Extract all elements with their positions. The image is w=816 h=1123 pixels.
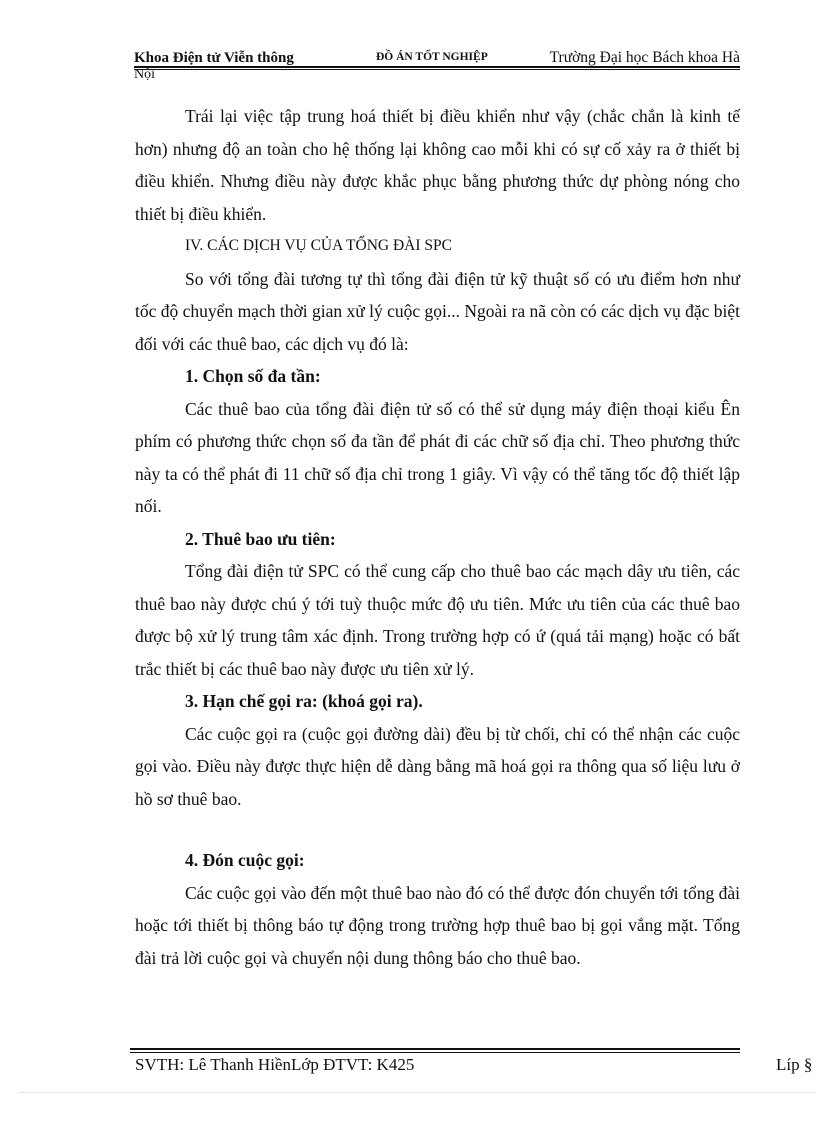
header-faculty: Khoa Điện tử Viễn thông (134, 50, 294, 66)
paragraph: Các cuộc gọi ra (cuộc gọi đường dài) đều bị từ chối, chỉ có thể nhận các cuộc gọi vào. Điều này được thực hiện dễ dàng bằng mã hoá gọi ra thông qua số liệu lưu ở hồ sơ thuê bao. (135, 723, 740, 809)
section-heading: IV. CÁC DỊCH VỤ CỦA TỔNG ĐÀI SPC (185, 237, 452, 254)
page-header (134, 48, 740, 82)
subheading-priority: 2. Thuê bao ưu tiên: (185, 528, 336, 549)
paragraph: Các cuộc gọi vào đến một thuê bao nào đó có thể được đón chuyển tới tổng đài hoặc tới thiết bị thông báo tự động trong trường hợp thuê bao bị gọi vắng mặt. Tổng đài trả lời cuộc gọi và chuyển nội dung thông báo cho thuê bao. (135, 882, 740, 968)
page-break-dots (20, 1092, 816, 1093)
footer-class: Líp § (776, 1055, 813, 1074)
paragraph: So với tổng đài tương tự thì tổng đài điện tử kỹ thuật số có ưu điểm hơn như tốc độ chuyển mạch thời gian xử lý cuộc gọi... Ngoài ra nã còn có các dịch vụ đặc biệt đối với các thuê bao, các dịch vụ đó là: (135, 268, 740, 354)
header-thesis-title: ĐỒ ÁN TỐT NGHIỆP (376, 51, 488, 63)
header-university: Trường Đại học Bách khoa Hà (549, 49, 740, 66)
header-rule-thin (134, 69, 740, 70)
header-rule (134, 66, 740, 68)
paragraph: Các thuê bao của tổng đài điện tử số có thể sử dụng máy điện thoại kiểu Ên phím có phương thức chọn số đa tần để phát đi các chữ số địa chỉ. Theo phương thức này ta có thể phát đi 11 chữ số địa chỉ trong 1 giây. Vì vậy có thể tăng tốc độ thiết lập nối. (135, 398, 740, 516)
paragraph: Tổng đài điện tử SPC có thể cung cấp cho thuê bao các mạch dây ưu tiên, các thuê bao này được chú ý tới tuỳ thuộc mức độ ưu tiên. Mức ưu tiên của các thuê bao được bộ xử lý trung tâm xác định. Trong trường hợp có ứ (quá tải mạng) hoặc có bất trắc thiết bị các thuê bao này được ưu tiên xử lý. (135, 561, 740, 679)
footer-student: SVTH: Lê Thanh HiềnLớp ĐTVT: K425 (135, 1055, 415, 1074)
footer-rule-thin (130, 1052, 740, 1053)
subheading-outgoing-restriction: 3. Hạn chế gọi ra: (khoá gọi ra). (185, 691, 423, 711)
header-university-wrap: Nội (134, 67, 155, 82)
subheading-dtmf: 1. Chọn số đa tần: (185, 366, 321, 386)
paragraph: Trái lại việc tập trung hoá thiết bị điều khiển như vậy (chắc chắn là kinh tế hơn) nhưng độ an toàn cho hệ thống lại không cao mỗi khi có sự cố xảy ra ở thiết bị điều khiển. Nhưng điều này được khắc phục bằng phương thức dự phòng nóng cho thiết bị điều khiển. (135, 106, 740, 224)
document-body (135, 100, 740, 974)
subheading-call-pickup: 4. Đón cuộc gọi: (185, 850, 305, 870)
footer-rule (130, 1048, 740, 1050)
blank-line (135, 815, 740, 844)
